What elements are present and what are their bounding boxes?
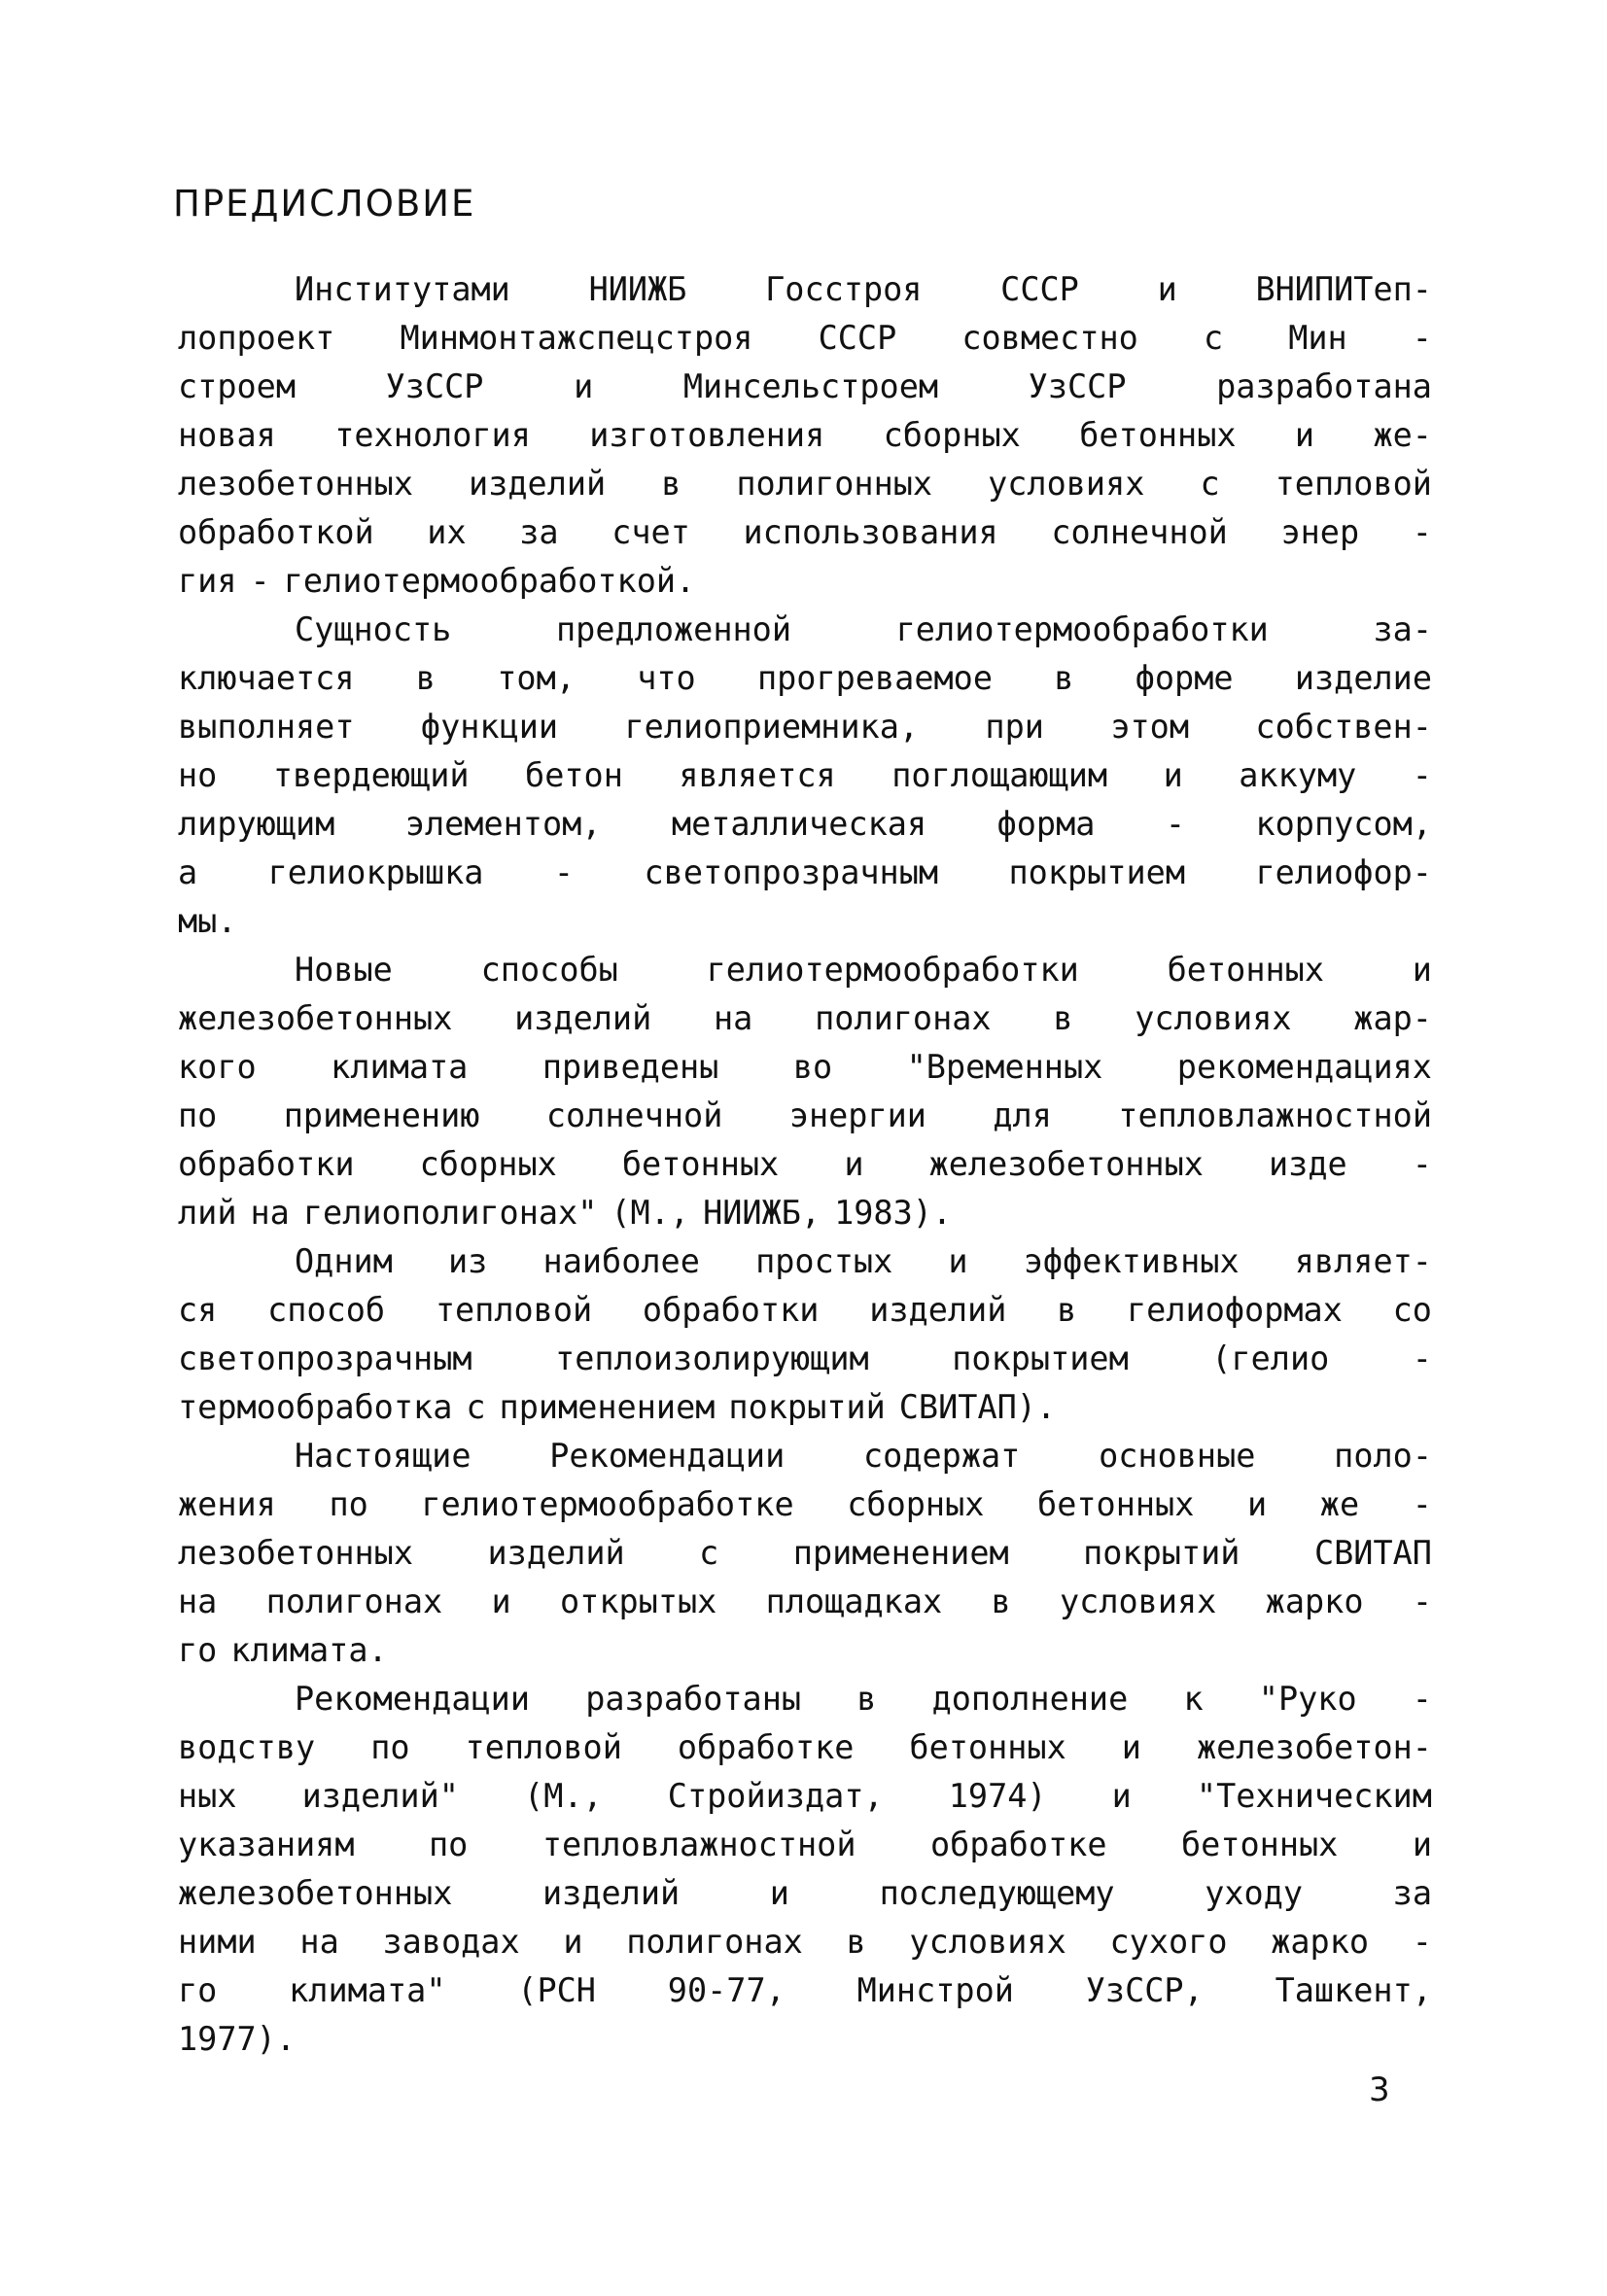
word: во xyxy=(792,1048,833,1086)
word: в xyxy=(661,465,681,503)
word: бетонных xyxy=(1180,1826,1339,1863)
word: гия xyxy=(178,562,237,600)
word: и xyxy=(574,367,594,405)
text-line xyxy=(178,1480,1432,1529)
word: бетонных xyxy=(621,1145,780,1183)
word: Стройиздат, xyxy=(667,1777,884,1815)
word: СССР xyxy=(818,319,897,357)
word: гелиотермообработкой. xyxy=(283,562,696,600)
word: счет xyxy=(611,513,690,551)
word: бетонных xyxy=(909,1728,1066,1766)
word: к xyxy=(1183,1680,1204,1718)
text-line xyxy=(178,800,1432,849)
text-line xyxy=(178,946,1432,994)
word: Новые xyxy=(295,951,393,989)
word: изделий xyxy=(469,465,607,503)
word: со xyxy=(1392,1291,1432,1329)
word: в xyxy=(1053,999,1073,1037)
word: СВИТАП xyxy=(1313,1534,1432,1572)
word: способы xyxy=(480,951,618,989)
word: покрытием xyxy=(1008,853,1186,891)
word: ных xyxy=(178,1777,237,1815)
word: за- xyxy=(1373,610,1432,648)
word: указаниям xyxy=(178,1826,355,1863)
word: элементом, xyxy=(404,805,602,843)
word: Минмонтажспецстроя xyxy=(400,319,753,357)
word: климата" xyxy=(289,1971,446,2009)
word: (М., xyxy=(524,1777,603,1815)
word: - xyxy=(1412,1339,1432,1377)
word: - xyxy=(1412,1680,1432,1718)
word: технология xyxy=(334,416,531,454)
word: - xyxy=(1412,1485,1432,1523)
word: кого xyxy=(178,1048,257,1086)
text-line xyxy=(178,1286,1432,1335)
word: являет- xyxy=(1294,1242,1432,1280)
word: Рекомендации xyxy=(295,1680,531,1718)
word: гелиотермообработки xyxy=(895,610,1269,648)
word: железобетонных xyxy=(178,999,453,1037)
word: использования xyxy=(743,513,998,551)
word: изделий xyxy=(869,1291,1007,1329)
word: изделий xyxy=(487,1534,625,1572)
word: по xyxy=(178,1096,218,1134)
text-line xyxy=(178,1578,1432,1626)
word: форма xyxy=(996,805,1096,843)
word: строем xyxy=(178,367,297,405)
word: на xyxy=(250,1194,290,1232)
word: применением xyxy=(792,1534,1009,1572)
word: водству xyxy=(178,1728,316,1766)
word: светопрозрачным xyxy=(644,853,939,891)
word: простых xyxy=(755,1242,893,1280)
word: за xyxy=(519,513,559,551)
word: сухого xyxy=(1109,1923,1228,1961)
word: бетонных xyxy=(1167,951,1324,989)
word: 1974) xyxy=(948,1777,1047,1815)
word: мы. xyxy=(178,902,237,940)
word: последующему xyxy=(879,1874,1115,1912)
word: гелиотермообработки xyxy=(706,951,1079,989)
word: поглощающим xyxy=(891,756,1108,794)
word: железобетонных xyxy=(178,1874,453,1912)
text-line xyxy=(178,1772,1432,1821)
text-line xyxy=(178,1335,1432,1383)
text-line xyxy=(178,994,1432,1043)
text-line xyxy=(178,1723,1432,1772)
text-line xyxy=(178,1675,1432,1723)
text-line xyxy=(178,2015,1432,2064)
word: заводах xyxy=(382,1923,520,1961)
word: приведены xyxy=(541,1048,719,1086)
word: полигонных xyxy=(736,465,933,503)
word: сборных xyxy=(419,1145,557,1183)
word: - xyxy=(250,562,270,600)
text-line xyxy=(178,1140,1432,1189)
word: железобетонных xyxy=(928,1145,1204,1183)
word: и xyxy=(1412,1826,1432,1863)
word: Сущность xyxy=(295,610,452,648)
word: обработке xyxy=(677,1728,855,1766)
text-line xyxy=(178,1966,1432,2015)
word: гелиоприемника, xyxy=(624,708,920,746)
text-line xyxy=(178,1529,1432,1578)
word: способ xyxy=(267,1291,386,1329)
word: "Техническим xyxy=(1196,1777,1432,1815)
text-line xyxy=(178,460,1432,508)
word: обработки xyxy=(642,1291,820,1329)
word: эффективных xyxy=(1023,1242,1240,1280)
word: аккуму xyxy=(1239,756,1357,794)
word: "Временных xyxy=(906,1048,1103,1086)
word: же xyxy=(1319,1485,1360,1523)
word: форме xyxy=(1135,659,1234,697)
word: и xyxy=(1163,756,1183,794)
word: жар- xyxy=(1353,999,1432,1037)
word: твердеющий xyxy=(272,756,470,794)
word: и xyxy=(844,1145,864,1183)
word: 1977). xyxy=(178,2020,297,2058)
word: наиболее xyxy=(542,1242,700,1280)
word: изделие xyxy=(1294,659,1432,697)
word: бетонных xyxy=(1037,1485,1195,1523)
word: с xyxy=(1200,465,1220,503)
word: и xyxy=(1121,1728,1141,1766)
word: изделий xyxy=(514,999,652,1037)
text-line xyxy=(178,654,1432,703)
word: их xyxy=(427,513,467,551)
word: Минсельстроем xyxy=(682,367,939,405)
word: климата xyxy=(331,1048,469,1086)
word: гелиокрышка xyxy=(267,853,484,891)
word: и xyxy=(563,1923,583,1961)
word: жения xyxy=(178,1485,276,1523)
word: с xyxy=(466,1388,486,1426)
word: открытых xyxy=(559,1583,717,1620)
word: УзССР xyxy=(1028,367,1127,405)
text-line xyxy=(178,1237,1432,1286)
word: условиях xyxy=(909,1923,1066,1961)
word: лирующим xyxy=(178,805,335,843)
word: в xyxy=(1054,659,1074,697)
word: лопроект xyxy=(178,319,335,357)
word: "Руко xyxy=(1258,1680,1357,1718)
word: железобетон- xyxy=(1196,1728,1432,1766)
word: солнечной xyxy=(1051,513,1228,551)
word: сборных xyxy=(883,416,1021,454)
word: солнечной xyxy=(545,1096,723,1134)
word: условиях xyxy=(1059,1583,1217,1620)
word: СССР xyxy=(1000,270,1079,308)
word: на xyxy=(299,1923,339,1961)
word: условиях xyxy=(988,465,1145,503)
word: - xyxy=(1165,805,1186,843)
word: и xyxy=(769,1874,789,1912)
word: уходу xyxy=(1205,1874,1304,1912)
word: СВИТАП). xyxy=(898,1388,1057,1426)
word: го xyxy=(178,1631,218,1669)
word: прогреваемое xyxy=(756,659,993,697)
word: обработкой xyxy=(178,513,374,551)
word: для xyxy=(993,1096,1052,1134)
word: разработана xyxy=(1216,367,1432,405)
text-line xyxy=(178,557,1432,606)
word: рекомендациях xyxy=(1176,1048,1432,1086)
word: ся xyxy=(178,1291,218,1329)
word: (гелио xyxy=(1211,1339,1330,1377)
word: жарко xyxy=(1265,1583,1364,1620)
word: тепловой xyxy=(435,1291,593,1329)
word: применением xyxy=(499,1388,716,1426)
text-line xyxy=(178,1189,1432,1237)
word: - xyxy=(1412,1923,1432,1961)
text-line xyxy=(178,1092,1432,1140)
word: при xyxy=(985,708,1044,746)
word: покрытий xyxy=(1083,1534,1240,1572)
word: тепловлажностной xyxy=(541,1826,856,1863)
word: но xyxy=(178,756,218,794)
text-line xyxy=(178,1383,1432,1432)
word: лезобетонных xyxy=(178,1534,414,1572)
text-line xyxy=(178,1432,1432,1480)
text-line xyxy=(178,1821,1432,1869)
word: Мин xyxy=(1288,319,1347,357)
text-line xyxy=(178,411,1432,460)
text-line xyxy=(178,1869,1432,1918)
text-line xyxy=(178,751,1432,800)
word: обработки xyxy=(178,1145,355,1183)
word: по xyxy=(329,1485,368,1523)
word: поло- xyxy=(1334,1437,1432,1475)
word: и xyxy=(948,1242,968,1280)
word: УзССР, xyxy=(1085,1971,1204,2009)
word: за xyxy=(1392,1874,1432,1912)
word: жарко xyxy=(1271,1923,1370,1961)
word: гелиофор- xyxy=(1255,853,1432,891)
word: бетон xyxy=(525,756,623,794)
word: 90-77, xyxy=(667,1971,786,2009)
text-line xyxy=(178,508,1432,557)
word: а xyxy=(178,853,198,891)
word: обработке xyxy=(929,1826,1107,1863)
word: тепловой xyxy=(1275,465,1432,503)
text-line xyxy=(178,849,1432,897)
word: том, xyxy=(497,659,576,697)
word: изделий" xyxy=(301,1777,459,1815)
word: и xyxy=(1294,416,1315,454)
text-line xyxy=(178,314,1432,363)
word: в xyxy=(991,1583,1011,1620)
word: и xyxy=(1111,1777,1132,1815)
word: тепловлажностной xyxy=(1118,1096,1432,1134)
word: по xyxy=(370,1728,410,1766)
text-line xyxy=(178,363,1432,411)
word: с xyxy=(1203,319,1224,357)
word: лий xyxy=(178,1194,237,1232)
word: Ташкент, xyxy=(1275,1971,1432,2009)
word: площадках xyxy=(765,1583,943,1620)
word: в xyxy=(846,1923,866,1961)
word: полигонах xyxy=(265,1583,443,1620)
word: сборных xyxy=(847,1485,985,1523)
word: гелиополигонах" xyxy=(302,1194,598,1232)
text-line xyxy=(178,606,1432,654)
word: совместно xyxy=(961,319,1138,357)
word: же- xyxy=(1373,416,1432,454)
word: изделий xyxy=(541,1874,681,1912)
word: основные xyxy=(1099,1437,1256,1475)
word: с xyxy=(699,1534,719,1572)
word: Настоящие xyxy=(295,1437,472,1475)
word: светопрозрачным xyxy=(178,1339,472,1377)
word: покрытий xyxy=(728,1388,886,1426)
word: Одним xyxy=(295,1242,393,1280)
word: - xyxy=(1412,513,1432,551)
word: по xyxy=(429,1826,469,1863)
word: Госстроя xyxy=(765,270,923,308)
word: изде xyxy=(1269,1145,1347,1183)
preface-body xyxy=(178,265,1432,2064)
word: го xyxy=(178,1971,218,2009)
word: Институтами xyxy=(295,270,510,308)
word: энер xyxy=(1280,513,1360,551)
word: дополнение xyxy=(931,1680,1129,1718)
text-line xyxy=(178,703,1432,751)
word: собствен- xyxy=(1255,708,1432,746)
page-number: 3 xyxy=(1369,2070,1390,2109)
word: бетонных xyxy=(1079,416,1237,454)
word: энергии xyxy=(788,1096,926,1134)
word: ключается xyxy=(178,659,355,697)
word: (РСН xyxy=(517,1971,596,2009)
word: изготовления xyxy=(589,416,825,454)
page-title: ПРЕДИСЛОВИЕ xyxy=(173,183,476,225)
word: условиях xyxy=(1135,999,1292,1037)
word: - xyxy=(1412,1583,1432,1620)
word: и xyxy=(1412,951,1432,989)
word: корпусом, xyxy=(1255,805,1432,843)
word: климата. xyxy=(230,1631,388,1669)
word: лезобетонных xyxy=(178,465,414,503)
word: термообработка xyxy=(178,1388,453,1426)
word: гелиотермообработке xyxy=(421,1485,794,1523)
text-line xyxy=(178,897,1432,946)
word: в xyxy=(856,1680,877,1718)
word: на xyxy=(714,999,753,1037)
word: и xyxy=(491,1583,511,1620)
word: теплоизолирующим xyxy=(555,1339,869,1377)
word: - xyxy=(1412,756,1432,794)
text-line xyxy=(178,265,1432,314)
word: 1983). xyxy=(834,1194,953,1232)
word: функции xyxy=(420,708,559,746)
word: этом xyxy=(1110,708,1190,746)
word: УзССР xyxy=(385,367,484,405)
word: выполняет xyxy=(178,708,355,746)
word: ВНИПИТеп- xyxy=(1255,270,1432,308)
word: металлическая xyxy=(671,805,927,843)
word: и xyxy=(1157,270,1177,308)
word: Минстрой xyxy=(856,1971,1014,2009)
word: предложенной xyxy=(555,610,792,648)
word: применению xyxy=(283,1096,480,1134)
word: - xyxy=(1412,319,1432,357)
text-line xyxy=(178,1043,1432,1092)
word: в xyxy=(415,659,436,697)
word: и xyxy=(1247,1485,1268,1523)
word: - xyxy=(1412,1145,1432,1183)
word: новая xyxy=(178,416,276,454)
word: из xyxy=(448,1242,488,1280)
word: является xyxy=(679,756,836,794)
word: на xyxy=(178,1583,218,1620)
word: полигонах xyxy=(815,999,992,1037)
text-line xyxy=(178,1918,1432,1966)
word: Рекомендации xyxy=(549,1437,786,1475)
word: покрытием xyxy=(952,1339,1129,1377)
word: в xyxy=(1057,1291,1077,1329)
word: НИИЖБ xyxy=(588,270,687,308)
word: что xyxy=(637,659,696,697)
word: НИИЖБ, xyxy=(703,1194,821,1232)
word: гелиоформах xyxy=(1127,1291,1343,1329)
word: разработаны xyxy=(585,1680,802,1718)
text-line xyxy=(178,1626,1432,1675)
word: тепловой xyxy=(465,1728,622,1766)
word: содержат xyxy=(863,1437,1021,1475)
word: полигонах xyxy=(626,1923,803,1961)
word: ними xyxy=(178,1923,257,1961)
word: (М., xyxy=(611,1194,690,1232)
word: - xyxy=(553,853,575,891)
